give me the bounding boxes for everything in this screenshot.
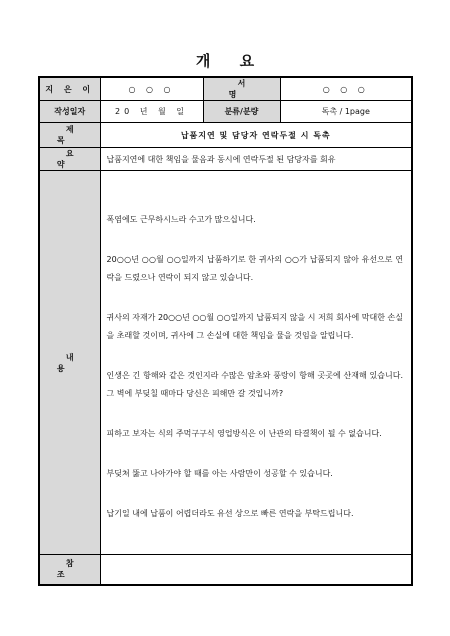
category-value: 독촉 / 1page [280,101,412,123]
content-paragraph: 부딪쳐 뚫고 나아가야 할 때를 아는 사람만이 성공할 수 있습니다. [106,469,333,478]
summary-value: 납품지연에 대한 책임을 물음과 동시에 연락두절 된 담당자를 회유 [100,148,412,171]
content-body [100,171,412,555]
date-row [39,101,412,123]
summary-label: 요 약 [39,148,100,171]
signature-value: ○ ○ ○ [280,77,412,101]
author-value: ○ ○ ○ [100,77,203,101]
date-label: 작성일자 [39,101,100,123]
page-title: 개 요 [195,52,267,70]
author-row [39,77,412,101]
content-row [39,171,412,555]
category-label: 분류/분량 [203,101,280,123]
reference-label: 참 조 [39,555,100,585]
overview-form-table [38,76,413,586]
content-label: 내 용 [39,171,100,555]
content-paragraph: 폭염에도 근무하시느라 수고가 많으십니다. [106,215,256,224]
content-paragraph: 귀사의 자재가 20○○년 ○○월 ○○일까지 납품되지 않을 시 저희 회사에 막대한 손실을 초래할 것이며, 귀사에 그 손실에 대한 책임을 물을 것임을 알립니다. [106,313,403,340]
content-paragraph: 20○○년 ○○월 ○○일까지 납품하기로 한 귀사의 ○○가 납품되지 않아 유선으로 연락을 드렸으나 연락이 되지 않고 있습니다. [106,255,403,282]
date-value: 20 년 월 일 [100,101,203,123]
content-paragraph: 인생은 긴 항해와 같은 것인지라 수많은 암초와 풍랑이 항해 곳곳에 산재해 있습니다. 그 벽에 부딪칠 때마다 당신은 피해만 갈 것입니까? [106,371,403,398]
subject-value: 납품지연 및 담당자 연락두절 시 독촉 [100,123,412,148]
reference-value [100,555,412,585]
content-paragraph: 납기일 내에 납품이 어렵더라도 유선 상으로 빠른 연락을 부탁드립니다. [106,509,354,518]
subject-row [39,123,412,148]
summary-row [39,148,412,171]
signature-label: 서 명 [203,77,280,101]
subject-label: 제 목 [39,123,100,148]
author-label: 지 은 이 [39,77,100,101]
content-paragraph: 피하고 보자는 식의 주먹구구식 영업방식은 이 난관의 타결책이 될 수 없습니다. [106,429,382,438]
reference-row [39,555,412,585]
